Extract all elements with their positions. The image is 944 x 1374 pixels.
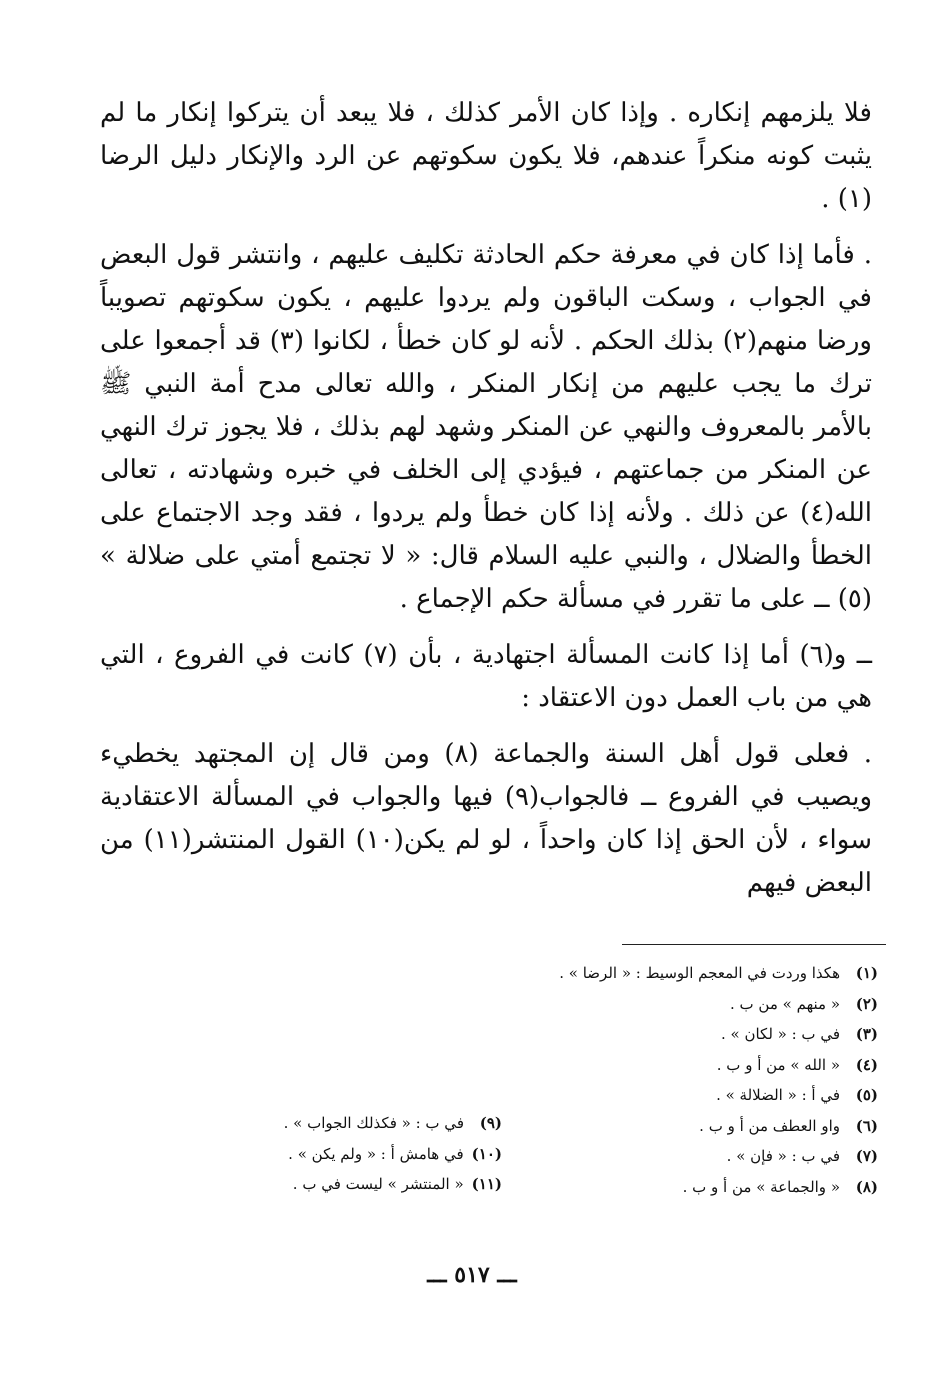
footnote-text: هكذا وردت في المعجم الوسيط : « الرضا » . <box>559 964 840 982</box>
footnote-number: (١١) <box>471 1175 502 1193</box>
footnote-text: في أ : « الضلالة » . <box>716 1086 840 1104</box>
footnote-number: (١٠) <box>471 1144 502 1163</box>
footnote-number: (١) <box>855 964 878 982</box>
footnote <box>458 989 878 1020</box>
footnote-number: (٢) <box>855 994 878 1013</box>
footnotes-column-left <box>242 1108 502 1200</box>
footnote <box>458 1141 878 1172</box>
footnote-divider <box>622 944 886 945</box>
footnote <box>458 1050 878 1081</box>
footnote <box>242 1139 502 1170</box>
footnote-number: (٧) <box>855 1147 878 1165</box>
footnote-text: في هامش أ : « ولم يكن » . <box>288 1144 464 1163</box>
footnote-text: واو العطف من أ و ب . <box>699 1116 840 1135</box>
footnote-text: « الله » من أ و ب . <box>716 1055 840 1074</box>
footnote-text: في ب : « لكان » . <box>720 1025 840 1043</box>
footnote-text: « والجماعة » من أ و ب . <box>682 1177 840 1196</box>
footnote <box>458 1172 878 1203</box>
footnote <box>458 958 878 989</box>
footnote-number: (٤) <box>855 1055 878 1074</box>
paragraph-2: . فأما إذا كان في معرفة حكم الحادثة تكليف عليهم ، وانتشر قول البعض في الجواب ، وسكت الباقون ولم يردوا عليهم ، يكون سكوتهم تصويباً ورضا منهم(٢) بذلك الحكم . لأنه لو كان خطأ ، لكانوا (٣) قد أجمعوا على ترك ما يجب عليهم من إنكار المنكر ، والله تعالى مدح أمة النبي ﷺ بالأمر بالمعروف والنهي عن المنكر وشهد لهم بذلك ، فلا يجوز ترك النهي عن المنكر من جماعتهم ، فيؤدي إلى الخلف في خبره وشهادته ، تعالى الله(٤) عن ذلك . ولأنه إذا كان خطأ ولم يردوا ، فقد وجد الاجتماع على الخطأ والضلال ، والنبي عليه السلام قال: « لا تجتمع أمتي على ضلالة » (٥) ــ على ما تقرر في مسألة حكم الإجماع . <box>100 240 872 614</box>
footnote <box>242 1108 502 1139</box>
footnote <box>458 1111 878 1142</box>
footnote-number: (٩) <box>479 1114 502 1132</box>
footnote-number: (٨) <box>855 1177 878 1196</box>
page-number: ـــ ٥١٧ ـــ <box>427 1262 517 1288</box>
paragraph-3: ــ و(٦) أما إذا كانت المسألة اجتهادية ، بأن (٧) كانت في الفروع ، التي هي من باب العمل دون الاعتقاد : <box>100 640 872 713</box>
footnote-text: في ب : « فإن » . <box>726 1147 840 1165</box>
footnote-text: « منهم » من ب . <box>730 994 840 1013</box>
main-text <box>100 92 872 905</box>
footnote-number: (٥) <box>855 1086 878 1104</box>
footnote-number: (٦) <box>855 1116 878 1135</box>
footnote-text: في ب : « فكذلك الجواب » . <box>283 1114 464 1132</box>
paragraph-4: . فعلى قول أهل السنة والجماعة (٨) ومن قال إن المجتهد يخطيء ويصيب في الفروع ــ فالجواب(٩) فيها والجواب في المسألة الاعتقادية سواء ، لأن الحق إذا كان واحداً ، لو لم يكن(١٠) القول المنتشر(١١) من البعض فيهم <box>100 739 872 898</box>
paragraph-1: فلا يلزمهم إنكاره . وإذا كان الأمر كذلك ، فلا يبعد أن يتركوا إنكار ما لم يثبت كونه منكراً عندهم، فلا يكون سكوتهم عن الرد والإنكار دليل الرضا (١) . <box>100 98 872 214</box>
footnote-number: (٣) <box>855 1025 878 1043</box>
footnote <box>458 1019 878 1050</box>
footnote <box>458 1080 878 1111</box>
footnote-text: « المنتشر » ليست في ب . <box>292 1175 464 1193</box>
footnotes-column-right <box>458 958 878 1202</box>
footnote <box>242 1169 502 1200</box>
